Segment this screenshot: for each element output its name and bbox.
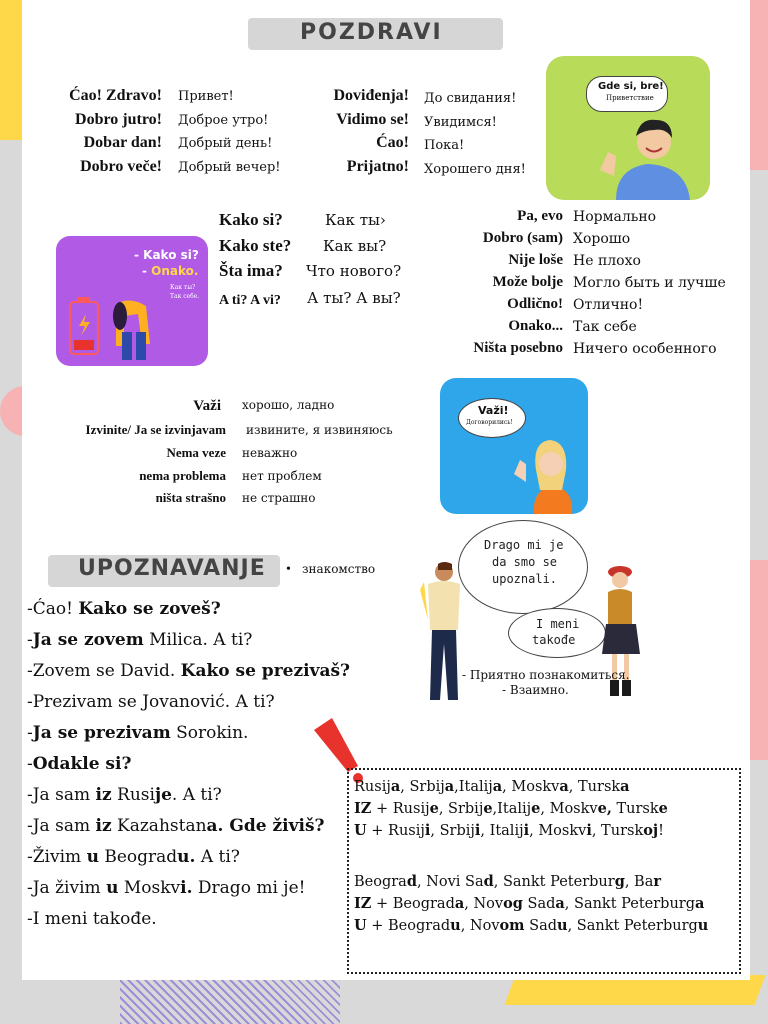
grammar-segment: Sad (524, 918, 558, 934)
greeting-sr: Doviđenja! (333, 87, 409, 104)
couple-man-figure (414, 560, 470, 710)
woman-bubble-subtitle: Договорились! (466, 419, 513, 426)
grammar-segment: , Moskv (502, 779, 560, 795)
section-meeting-translation: знакомство (302, 562, 376, 576)
grammar-segment: e (483, 800, 493, 817)
grammar-segment: , Sankt Peterburg (567, 918, 698, 934)
grammar-segment: , Moskv (540, 801, 598, 817)
dialogue-text: -I meni takođe. (27, 909, 157, 929)
greeting-sr: Vidimo se! (336, 110, 409, 128)
greeting-sr: Ćao! (376, 134, 409, 151)
grammar-segment: i (586, 822, 592, 839)
question-sr: Kako ste? (219, 235, 292, 255)
grammar-segment: d (406, 873, 417, 890)
tired-line1: - Kako si? (134, 248, 199, 262)
answer-sr: Nije loše (508, 252, 563, 268)
grammar-segment: , Ba (624, 874, 654, 890)
grammar-segment: , Italij (480, 823, 524, 839)
dialogue-bold: iz (95, 785, 112, 805)
grammar-segment: u (557, 917, 568, 934)
grammar-segment: , Novi Sa (416, 874, 484, 890)
dialogue-bold: Ja se prezivam (32, 723, 171, 743)
tired-note2: Так себе. (170, 293, 200, 300)
dialogue-line (27, 909, 157, 929)
grammar-segment: , Srbij (400, 779, 445, 795)
grammar-segment: Beogra (354, 874, 407, 890)
illustration-man-panel (546, 56, 710, 200)
grammar-segment: a (454, 895, 465, 912)
dialogue-text: -Ja sam (27, 785, 96, 805)
grammar-segment: , Tursk (591, 823, 644, 839)
phrase-ru: неважно (242, 446, 298, 460)
answer-sr: Ništa posebno (473, 340, 563, 356)
grammar-segment: d (483, 873, 494, 890)
answer-sr: Može bolje (492, 274, 563, 290)
couple-bubble1-line1: Drago mi je (484, 538, 564, 552)
greeting-ru: Хорошего дня! (424, 161, 526, 177)
dialogue-bold: je (154, 785, 172, 805)
grammar-segment: + Rusij (371, 801, 430, 817)
deco-pink-shape-right (750, 0, 768, 170)
dialogue-bold: i. (180, 878, 193, 898)
grammar-segment: a (444, 778, 455, 795)
grammar-line (354, 917, 708, 934)
greeting-ru: Добрый вечер! (178, 159, 281, 175)
dialogue-bold: Ja se zovem (32, 630, 144, 650)
dialogue-line (27, 847, 240, 867)
greeting-ru: Пока! (424, 138, 465, 153)
dialogue-bold: u (106, 878, 119, 898)
couple-bubble2-line1: I meni (536, 617, 580, 631)
grammar-line (354, 800, 668, 817)
grammar-segment: U (354, 822, 367, 839)
deco-pink-shape-right-lower (750, 560, 768, 760)
couple-bubble1-line2: da smo se (492, 555, 558, 569)
couple-caption-1: - Приятно познакомиться. (462, 668, 630, 682)
grammar-segment: IZ (354, 895, 372, 912)
grammar-segment: u (450, 917, 461, 934)
woman-bubble-title: Važi! (478, 404, 509, 417)
grammar-segment: , Nov (460, 918, 500, 934)
answer-ru: Не плохо (573, 253, 641, 269)
dialogue-line (27, 816, 325, 836)
grammar-segment: e (531, 800, 541, 817)
question-ru: А ты? А вы? (307, 288, 401, 307)
grammar-segment: IZ (354, 800, 372, 817)
grammar-segment: , Moskv (529, 823, 587, 839)
grammar-line (354, 822, 664, 839)
phrase-sr: Izvinite/ Ja se izvinjavam (85, 422, 226, 437)
dialogue-text: Rusi (111, 785, 155, 805)
tired-line2-dash: - (142, 264, 152, 278)
couple-bubble1-line3: upoznali. (492, 572, 558, 586)
phrase-ru: хорошо, ладно (242, 398, 335, 412)
grammar-segment: e, (597, 800, 612, 817)
grammar-segment: g (614, 873, 625, 890)
tired-line2 (142, 264, 198, 278)
answer-sr: Dobro (sam) (482, 230, 563, 246)
answer-ru: Нормально (573, 209, 657, 225)
phrase-sr: ništa strašno (155, 490, 226, 505)
greeting-ru: До свидания! (424, 91, 517, 106)
grammar-box (347, 768, 741, 974)
grammar-segment: , Srbij (438, 801, 484, 817)
dialogue-bold: u (86, 847, 99, 867)
section-meeting-bullet: • (286, 562, 291, 577)
question-ru: Что нового? (306, 262, 402, 280)
grammar-segment: a (620, 778, 630, 795)
grammar-line (354, 873, 661, 890)
greeting-sr: Dobro veče! (80, 157, 162, 175)
dialogue-text: -Zovem se David. (27, 661, 181, 681)
dialogue-text: -Ćao! (27, 599, 79, 619)
answer-sr: Odlično! (507, 296, 563, 312)
question-sr: Šta ima? (219, 261, 283, 280)
dialogue-line (27, 785, 222, 805)
phrase-sr: Nema veze (166, 445, 226, 460)
tired-line2-word: Onako. (151, 264, 199, 278)
dialogue-bold: a. Gde živiš? (206, 816, 325, 836)
woman-figure (506, 434, 588, 514)
dialogue-text: . A ti? (171, 785, 222, 805)
man-bubble-subtitle: Приветствие (606, 94, 654, 102)
tired-person-figure (110, 294, 160, 364)
man-figure (586, 100, 710, 200)
man-bubble-title: Gde si, bre! (598, 81, 664, 92)
battery-icon (66, 296, 102, 358)
dialogue-text: -Živim (27, 847, 87, 867)
answer-ru: Отлично! (573, 297, 644, 313)
grammar-segment: a (390, 778, 401, 795)
grammar-segment: og (503, 895, 523, 912)
dialogue-text: -Prezivam se Jovanović. A ti? (27, 692, 275, 712)
grammar-segment: U (354, 917, 367, 934)
grammar-segment: a (555, 895, 565, 912)
grammar-segment: oj (643, 822, 659, 839)
dialogue-line (27, 599, 221, 619)
grammar-segment: , Tursk (568, 779, 621, 795)
phrase-sr: nema problema (139, 468, 226, 483)
grammar-line (354, 778, 630, 795)
grammar-segment: r (653, 873, 662, 890)
illustration-tired-panel (56, 236, 208, 366)
phrase-ru: не страшно (242, 491, 316, 505)
dialogue-text: - (27, 723, 33, 743)
dialogue-bold: Kako se zoveš? (78, 599, 221, 619)
greeting-ru: Увидимся! (424, 114, 497, 130)
dialogue-line (27, 723, 248, 743)
dialogue-text: Sorokin. (170, 723, 249, 743)
grammar-segment: Sad (522, 896, 556, 912)
grammar-segment: i (523, 822, 530, 839)
couple-bubble2-line2: takođe (532, 633, 576, 647)
dialogue-line (27, 878, 305, 898)
question-sr: A ti? A vi? (219, 292, 281, 308)
grammar-segment: e (658, 800, 668, 817)
greeting-sr: Prijatno! (346, 157, 409, 175)
deco-purple-dots-bottom (120, 980, 340, 1024)
dialogue-text: -Ja živim (27, 878, 107, 898)
dialogue-line (27, 692, 275, 712)
dialogue-line (27, 630, 252, 650)
dialogue-bold: iz (95, 816, 112, 836)
dialogue-text: -Ja sam (27, 816, 96, 836)
grammar-segment: a (492, 778, 503, 795)
greeting-ru: Привет! (178, 89, 234, 104)
greeting-ru: Доброе утро! (178, 112, 269, 128)
dialogue-text: - (27, 630, 33, 650)
deco-yellow-shape-left (0, 0, 22, 140)
question-ru: Как вы? (323, 236, 387, 255)
answer-sr: Pa, evo (517, 208, 563, 224)
grammar-segment: i (474, 822, 481, 839)
phrase-ru: нет проблем (242, 469, 322, 483)
answer-sr: Onako... (508, 318, 563, 334)
grammar-line (354, 895, 704, 912)
greeting-sr: Dobro jutro! (75, 110, 162, 128)
grammar-segment: Tursk (611, 801, 659, 817)
illustration-woman-panel (440, 378, 588, 514)
dialogue-bold: Kako se prezivaš? (180, 661, 350, 681)
grammar-segment: + Rusij (366, 823, 425, 839)
grammar-segment: , Srbij (430, 823, 475, 839)
phrase-sr: Važi (193, 398, 221, 414)
grammar-segment: u (697, 917, 709, 934)
answer-ru: Могло быть и лучше (573, 275, 726, 291)
dialogue-text: - (27, 754, 33, 774)
greeting-ru: Добрый день! (178, 136, 273, 151)
answer-ru: Так себе (573, 319, 637, 335)
dialogue-text: Drago mi je! (192, 878, 306, 898)
question-ru: Как ты› (325, 211, 386, 229)
dialogue-line (27, 754, 131, 774)
grammar-segment: , Sankt Peterbur (493, 874, 615, 890)
grammar-segment: a (695, 895, 705, 912)
dialogue-bold: u. (177, 847, 196, 867)
grammar-segment: i (424, 822, 431, 839)
dialogue-text: Moskv (118, 878, 181, 898)
dialogue-text: A ti? (195, 847, 240, 867)
greeting-sr: Dobar dan! (83, 134, 162, 151)
grammar-segment: ,Italij (492, 801, 532, 817)
grammar-segment: e (429, 800, 439, 817)
grammar-segment: ! (658, 823, 664, 839)
dialogue-line (27, 661, 350, 681)
dialogue-text: Milica. A ti? (143, 630, 253, 650)
grammar-segment: + Beograd (366, 918, 451, 934)
section-title-meeting: UPOZNAVANJE (78, 556, 266, 581)
dialogue-bold: Odakle si? (32, 754, 132, 774)
grammar-segment: Rusij (354, 779, 391, 795)
couple-caption-2: - Взаимно. (502, 683, 569, 697)
grammar-segment: a (559, 778, 569, 795)
grammar-segment: , Nov (464, 896, 504, 912)
grammar-segment: , Sankt Peterburg (564, 896, 696, 912)
tired-note1: Как ты? (170, 284, 196, 291)
grammar-segment: ,Italij (454, 779, 493, 795)
dialogue-text: Beograd (98, 847, 178, 867)
question-sr: Kako si? (219, 210, 283, 229)
dialogue-text: Kazahstan (111, 816, 207, 836)
answer-ru: Хорошо (573, 231, 631, 247)
greeting-sr: Ćao! Zdravo! (69, 87, 162, 104)
section-title-greetings: POZDRAVI (300, 20, 443, 45)
grammar-segment: + Beograd (371, 896, 455, 912)
answer-ru: Ничего особенного (573, 341, 717, 357)
grammar-segment: om (499, 917, 525, 934)
phrase-ru: извините, я извиняюсь (246, 423, 393, 437)
